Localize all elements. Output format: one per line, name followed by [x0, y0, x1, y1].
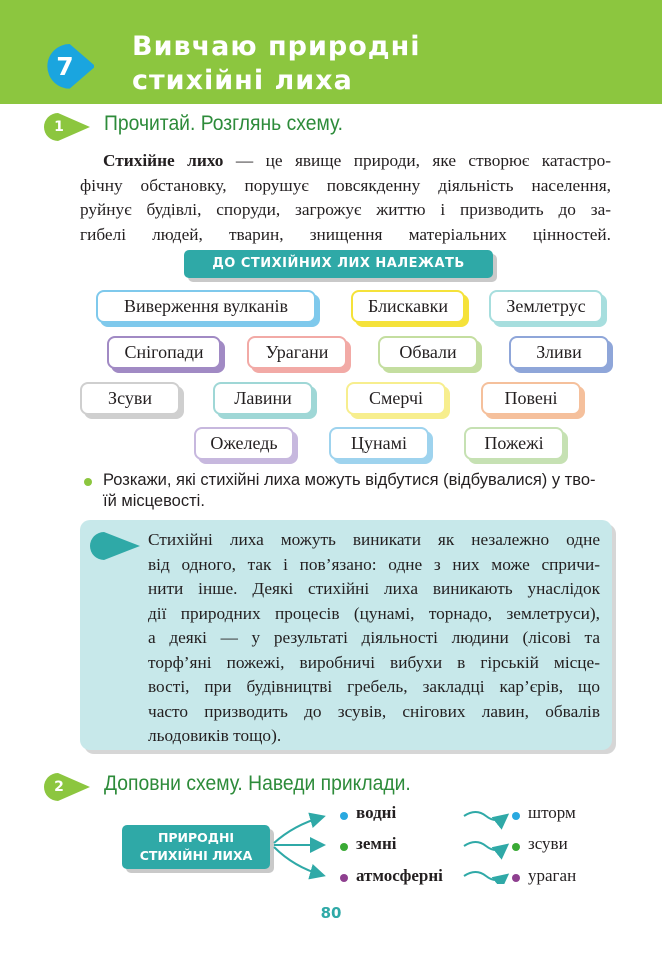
question-text	[103, 470, 613, 512]
disaster-pill: Пожежі	[464, 427, 564, 460]
disasters-banner: ДО СТИХІЙНИХ ЛИХ НАЛЕЖАТЬ	[184, 250, 493, 278]
page-number: 80	[320, 904, 342, 922]
question-line1: Розкажи, які стихійні лиха можуть відбутися (відбувалися) у тво-	[103, 471, 596, 489]
example-hurricane: ураган	[528, 866, 577, 885]
info-line: часто призводить до зсувів, снігових лавин, обвалів	[148, 701, 600, 721]
disaster-pill: Землетрус	[489, 290, 603, 323]
disaster-pill: Виверження вулканів	[96, 290, 316, 323]
chapter-title-line2: стихійні лиха	[132, 65, 353, 96]
info-line: нити інше. Деякі стихійні лиха виникають унаслідок	[148, 579, 600, 598]
disaster-pill: Лавини	[213, 382, 313, 415]
definition-line3: руйнує будівлі, споруди, загрожує життю і призводить до за-	[80, 200, 611, 219]
category-dot	[340, 843, 348, 851]
scheme-root-line1: ПРИРОДНІ	[157, 830, 235, 845]
chapter-number: 7	[56, 52, 74, 81]
info-line: дії природних процесів (цунамі, торнадо, землетруси),	[148, 603, 600, 623]
category-dot	[340, 812, 348, 820]
definition-rest	[80, 174, 611, 248]
definition-line1: — це явище природи, яке створює катастро-	[235, 151, 611, 170]
category-dot	[340, 874, 348, 882]
disaster-pill: Обвали	[378, 336, 478, 369]
task2-title: Доповни схему. Наведи приклади.	[104, 772, 411, 795]
disaster-pill: Блискавки	[351, 290, 465, 323]
disaster-pill: Ожеледь	[194, 427, 294, 460]
definition-line4: гибелі людей, тварин, знищення матеріальних цінностей.	[80, 224, 611, 244]
example-dot	[512, 843, 520, 851]
disaster-pill: Снігопади	[107, 336, 221, 369]
task2-number: 2	[54, 779, 64, 795]
info-text	[148, 528, 600, 749]
disaster-pill: Зливи	[509, 336, 609, 369]
disaster-pill: Смерчі	[346, 382, 446, 415]
disaster-pill: Урагани	[247, 336, 347, 369]
task1-title: Прочитай. Розглянь схему.	[104, 112, 344, 135]
info-badge-icon	[90, 532, 142, 560]
category-earth: земні	[356, 834, 397, 853]
info-line: льодовиків тощо).	[148, 726, 282, 745]
task1-number: 1	[54, 119, 64, 135]
example-dot	[512, 874, 520, 882]
chapter-title-line1: Вивчаю природні	[132, 31, 421, 62]
scheme-root-box	[122, 825, 270, 869]
info-line: а деякі — у результаті діяльності людини (лісові та	[148, 628, 600, 647]
category-water: водні	[356, 803, 397, 822]
scheme-root-line2: СТИХІЙНІ ЛИХА	[139, 848, 253, 863]
info-line: торф’яні пожежі, виробничі вибухи в гірській місце-	[148, 652, 600, 672]
category-atmosphere: атмосферні	[356, 866, 443, 885]
scheme-example-arrows	[462, 804, 512, 884]
disaster-pill: Цунамі	[329, 427, 429, 460]
definition-term: Стихійне лихо	[103, 151, 224, 170]
info-line: вості, при будівництві гребель, закладці кар’єрів, що	[148, 677, 600, 696]
example-dot	[512, 812, 520, 820]
definition-line2: фічну обстановку, порушує повсякденну діяльність населення,	[80, 175, 611, 195]
bullet-dot	[84, 478, 92, 486]
example-storm: шторм	[528, 803, 576, 822]
disaster-pill: Зсуви	[80, 382, 180, 415]
disaster-pill: Повені	[481, 382, 581, 415]
info-line: від одного, так і пов’язано: одне з них може спричи-	[148, 554, 600, 574]
question-line2: їй місцевості.	[103, 492, 205, 510]
info-line: Стихійні лиха можуть виникати як незалежно одне	[148, 530, 600, 549]
example-landslide: зсуви	[528, 834, 568, 853]
chapter-title	[132, 30, 420, 98]
scheme-branch-arrows	[270, 805, 332, 885]
definition-paragraph	[103, 149, 611, 174]
